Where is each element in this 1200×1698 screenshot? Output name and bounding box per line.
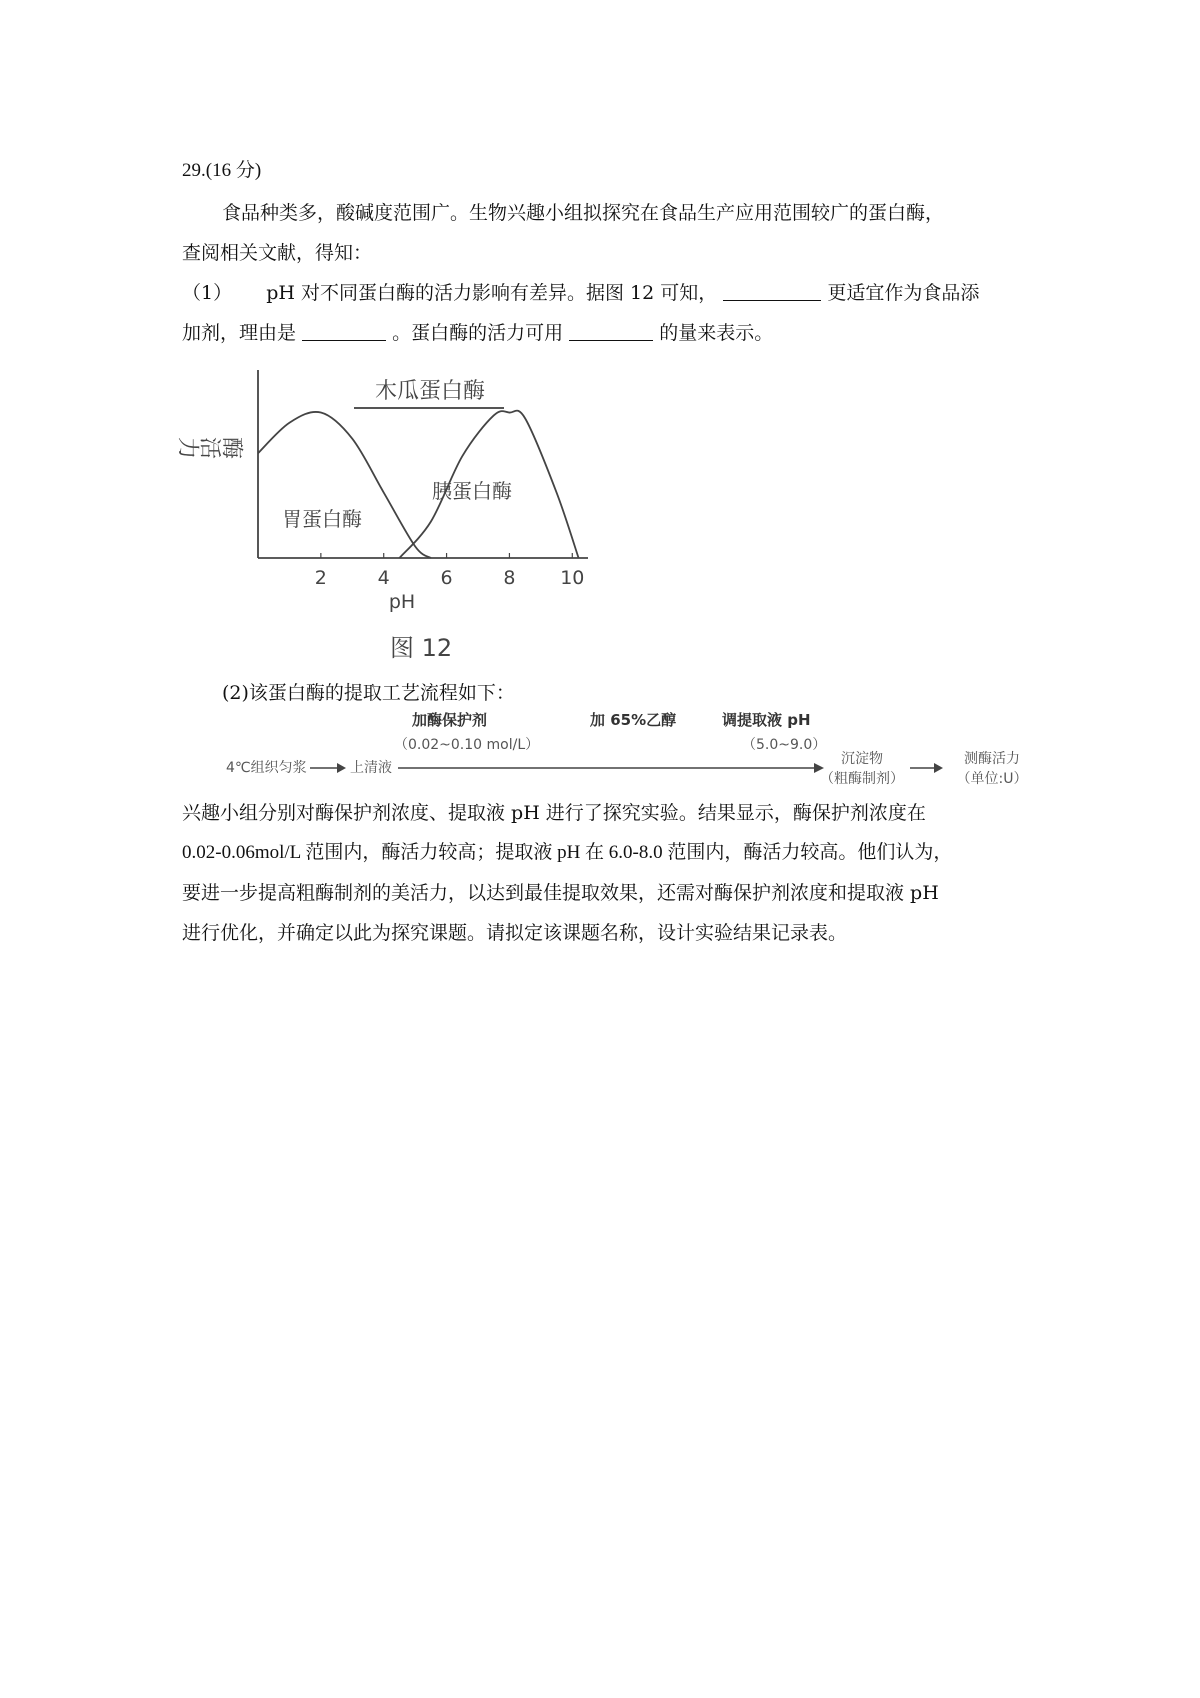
question-header: 29.(16 分) — [182, 160, 262, 181]
q1-text-c: 加剂，理由是 — [182, 322, 297, 344]
flow-note-ethanol: 加 65%乙醇 — [590, 711, 677, 729]
flow-step-measure: 测酶活力 — [964, 751, 1020, 767]
intro-line-1: 食品种类多，酸碱度范围广。生物兴趣小组拟探究在食品生产应用范围较广的蛋白酶， — [222, 202, 945, 224]
x-tick-label-6: 6 — [440, 567, 453, 589]
extraction-flowchart — [222, 705, 1082, 800]
flow-note-ph-range: （5.0~9.0） — [742, 737, 827, 753]
flow-step-crude-enzyme: （粗酶制剂） — [820, 771, 904, 787]
flow-arrowhead-3 — [934, 763, 943, 773]
x-tick-label-10: 10 — [560, 567, 585, 589]
intro-line-2: 查阅相关文献，得知： — [182, 242, 373, 264]
flow-step-unit: （单位:U） — [956, 771, 1028, 787]
q1-text-d: 。蛋白酶的活力可用 — [392, 322, 564, 344]
x-tick-label-8: 8 — [503, 567, 516, 589]
flow-arrowhead-1 — [337, 763, 346, 773]
flow-note-protectant: 加酶保护剂 — [412, 711, 488, 729]
curve-label-1: 胰蛋白酶 — [432, 479, 512, 503]
papain-label: 木瓜蛋白酶 — [374, 379, 486, 404]
q1-line-2 — [182, 320, 773, 346]
figure-caption: 图 12 — [390, 634, 453, 662]
answer-blank-3[interactable] — [569, 322, 653, 341]
answer-blank-1[interactable] — [723, 282, 821, 301]
y-axis-label: 酶活力 — [178, 433, 244, 459]
q2-title: (2)该蛋白酶的提取工艺流程如下： — [222, 682, 515, 704]
curve-label-0: 胃蛋白酶 — [282, 507, 362, 531]
q1-number: （1） — [182, 282, 233, 304]
x-axis-label: pH — [388, 591, 416, 613]
q1-text-e: 的量来表示。 — [659, 322, 774, 344]
x-tick-label-4: 4 — [377, 567, 390, 589]
body-line-1: 兴趣小组分别对酶保护剂浓度、提取液 pH 进行了探究实验。结果显示，酶保护剂浓度在 — [182, 802, 926, 824]
curve-series-0 — [258, 412, 431, 558]
q1-line-1 — [182, 280, 979, 306]
flow-note-ph: 调提取液 pH — [722, 711, 811, 729]
flow-note-protectant-range: （0.02~0.10 mol/L） — [394, 737, 540, 753]
q1-text-a: pH 对不同蛋白酶的活力影响有差异。据图 12 可知， — [266, 282, 718, 304]
flow-step-homogenate: 4℃组织匀浆 — [226, 760, 307, 776]
flow-step-supernatant: 上清液 — [350, 760, 392, 776]
figure-12-chart — [178, 368, 592, 628]
body-line-3: 要进一步提高粗酶制剂的美活力，以达到最佳提取效果，还需对酶保护剂浓度和提取液 pH — [182, 882, 939, 904]
x-tick-label-2: 2 — [314, 567, 327, 589]
answer-blank-2[interactable] — [302, 322, 386, 341]
flow-step-precipitate: 沉淀物 — [841, 751, 883, 767]
body-line-2: 0.02-0.06mol/L 范围内，酶活力较高；提取液 pH 在 6.0-8.0 范围内，酶活力较高。他们认为， — [182, 842, 953, 863]
q1-text-b: 更适宜作为食品添 — [827, 282, 980, 304]
body-line-4: 进行优化，并确定以此为探究课题。请拟定该课题名称，设计实验结果记录表。 — [182, 922, 848, 944]
